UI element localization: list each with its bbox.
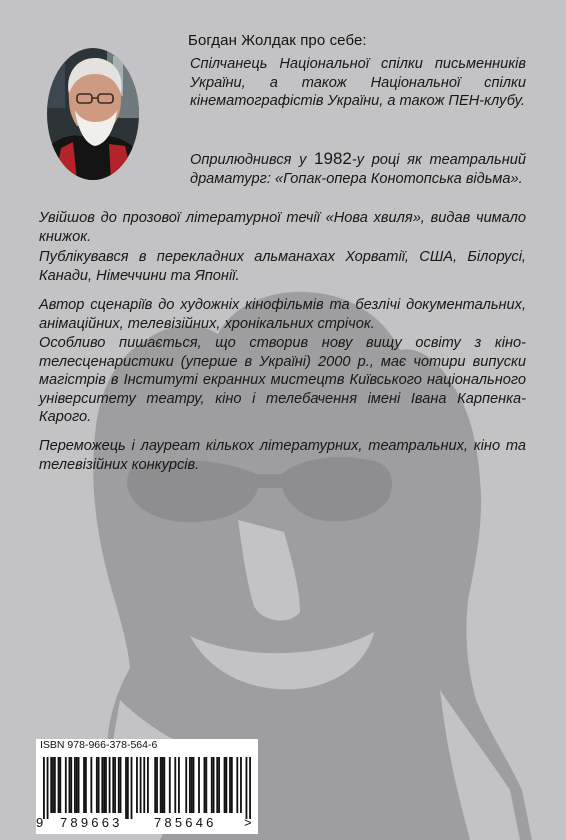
barcode-bar	[205, 757, 207, 813]
barcode-bar	[240, 757, 242, 813]
isbn-barcode-box	[36, 739, 258, 834]
barcode-bar	[59, 757, 61, 813]
barcode-bar	[211, 757, 213, 813]
barcode-bar	[204, 757, 206, 813]
barcode-bar	[58, 757, 60, 813]
barcode-bar	[52, 757, 54, 813]
bio-paragraph-education: Особливо пишається, що створив нову вищу освіту з кіно-телесценаристики (уперше в Україні) 2000 р., має чотири випуски магістрів в Інституті екранних мистецтв Київського національного університету театру, кіно і телебачення імені Івана Карпенка-Карого.	[39, 335, 526, 426]
barcode-bar	[70, 757, 72, 813]
barcode-bar	[98, 757, 100, 813]
barcode-bar	[85, 757, 87, 813]
barcode-digits-right: 785646	[154, 815, 217, 830]
barcode-bar	[74, 757, 76, 813]
debut-year: 1982	[314, 149, 352, 168]
barcode-bar	[136, 757, 138, 813]
barcode-bar	[224, 757, 226, 813]
barcode-bar	[163, 757, 165, 813]
barcode-bar	[112, 757, 114, 813]
debut-text-after: -у році як театральний драматург: «Гопак-опера Конотопська відьма».	[190, 152, 526, 187]
bio-paragraph-new-wave: Увійшов до прозової літературної течії «Нова хвиля», видав чимало книжок.	[39, 210, 526, 245]
barcode-bar	[225, 757, 227, 813]
barcode-bar	[198, 757, 200, 813]
barcode-bar	[90, 757, 92, 813]
barcode	[43, 757, 251, 819]
barcode-bar	[169, 757, 171, 813]
barcode-bar	[131, 757, 133, 819]
barcode-bar	[96, 757, 98, 813]
barcode-bar	[103, 757, 105, 813]
barcode-bar	[162, 757, 164, 813]
barcode-bar	[50, 757, 52, 813]
barcode-bar	[101, 757, 103, 813]
barcode-bar	[156, 757, 158, 813]
barcode-bar	[246, 757, 248, 819]
debut-text-before: Оприлюднився у	[190, 152, 315, 168]
barcode-bar	[125, 757, 127, 819]
barcode-bar	[114, 757, 116, 813]
barcode-bar	[76, 757, 78, 813]
bio-paragraph-awards: Переможець і лауреат кількох літературних, театральних, кіно та телевізійних конкурсів.	[39, 438, 526, 473]
barcode-bar	[147, 757, 149, 813]
barcode-digits-left: 789663	[60, 815, 123, 830]
barcode-bar	[249, 757, 251, 819]
barcode-bar	[140, 757, 142, 813]
barcode-bar	[160, 757, 162, 813]
barcode-bar	[105, 757, 107, 813]
barcode-bar	[174, 757, 176, 813]
barcode-bar	[69, 757, 71, 813]
barcode-bar	[178, 757, 180, 813]
barcode-bar	[154, 757, 156, 813]
barcode-bar	[47, 757, 49, 819]
barcode-bar	[83, 757, 85, 813]
barcode-bar	[189, 757, 191, 813]
barcode-digit-lead: 9	[36, 815, 44, 830]
barcode-bar	[193, 757, 195, 813]
barcode-bar	[185, 757, 187, 813]
barcode-bar	[109, 757, 111, 813]
barcode-bar	[118, 757, 120, 813]
barcode-bar	[143, 757, 145, 813]
barcode-bar	[65, 757, 67, 813]
bio-paragraph-debut	[190, 150, 526, 188]
barcode-bar	[236, 757, 238, 813]
barcode-bar	[78, 757, 80, 813]
isbn-number: ISBN 978-966-378-564-6	[40, 739, 158, 751]
barcode-bar	[229, 757, 231, 813]
bio-paragraph-unions: Спілчанець Національної спілки письменників України, а також Національної спілки кінематографістів України, а також ПЕН-клубу.	[190, 56, 526, 110]
bio-paragraph-screenplays: Автор сценаріїв до художніх кінофільмів та безлічі документальних, анімаційних, телевізійних, хронікальних стрічок.	[39, 297, 526, 332]
barcode-bar	[43, 757, 45, 819]
barcode-bar	[216, 757, 218, 813]
author-heading: Богдан Жолдак про себе:	[188, 32, 367, 49]
barcode-bar	[120, 757, 122, 813]
barcode-bar	[54, 757, 56, 813]
barcode-bar	[213, 757, 215, 813]
bio-paragraph-publications: Публікувався в перекладних альманахах Хорватії, США, Білорусі, Канади, Німеччини та Японії.	[39, 249, 526, 284]
barcode-bar	[127, 757, 129, 819]
barcode-bar	[218, 757, 220, 813]
barcode-bar	[191, 757, 193, 813]
barcode-bar	[231, 757, 233, 813]
author-photo	[47, 48, 139, 180]
barcode-digits	[36, 815, 258, 833]
barcode-quiet-zone-mark: >	[244, 815, 252, 830]
